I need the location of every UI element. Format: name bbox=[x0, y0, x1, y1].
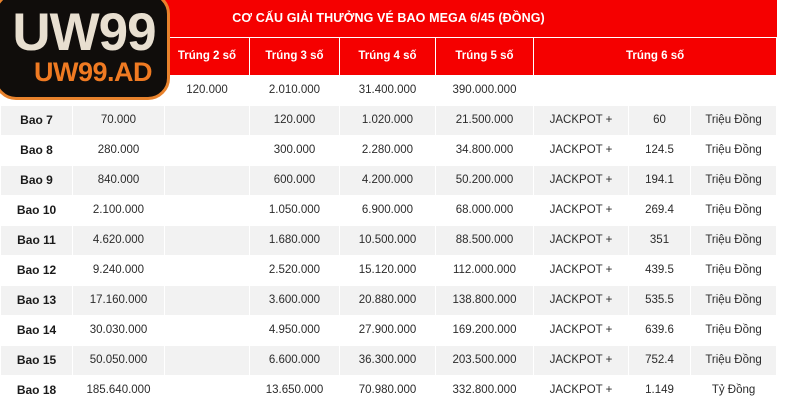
page-title: CƠ CẤU GIẢI THƯỞNG VÉ BAO MEGA 6/45 (ĐỒNG) bbox=[1, 0, 777, 37]
cell-trung-4-so: 36.300.000 bbox=[340, 345, 436, 375]
row-label: Bao 11 bbox=[1, 225, 73, 255]
cell-jackpot-unit: Triệu Đồng bbox=[691, 165, 777, 195]
cell-trung-3-so: 3.600.000 bbox=[250, 285, 340, 315]
cell-trung-3-so: 600.000 bbox=[250, 165, 340, 195]
cell-trung-2-so bbox=[165, 285, 250, 315]
cell-jackpot-unit: Triệu Đồng bbox=[691, 255, 777, 285]
cell-jackpot bbox=[534, 75, 629, 105]
cell-trung-4-so: 6.900.000 bbox=[340, 195, 436, 225]
cell-trung-2-so bbox=[165, 195, 250, 225]
cell-trung-5-so: 68.000.000 bbox=[436, 195, 534, 225]
cell-jackpot-amount: 124.5 bbox=[629, 135, 691, 165]
cell-jackpot-unit: Triệu Đồng bbox=[691, 345, 777, 375]
cell-trung-4-so: 27.900.000 bbox=[340, 315, 436, 345]
cell-col-b: 17.160.000 bbox=[73, 285, 165, 315]
table-row bbox=[1, 165, 777, 195]
column-header-trung-2-so: Trúng 2 số bbox=[165, 37, 250, 75]
column-header-trung-6-so: Trúng 6 số bbox=[534, 37, 777, 75]
cell-jackpot: JACKPOT + bbox=[534, 345, 629, 375]
row-label: Bao 18 bbox=[1, 375, 73, 400]
cell-col-b: 4.620.000 bbox=[73, 225, 165, 255]
row-label: Bao 13 bbox=[1, 285, 73, 315]
cell-jackpot: JACKPOT + bbox=[534, 105, 629, 135]
cell-trung-3-so: 120.000 bbox=[250, 105, 340, 135]
cell-trung-5-so: 21.500.000 bbox=[436, 105, 534, 135]
row-label: Bao 9 bbox=[1, 165, 73, 195]
table-row bbox=[1, 345, 777, 375]
row-label: Bao 8 bbox=[1, 135, 73, 165]
cell-jackpot-unit: Triệu Đồng bbox=[691, 195, 777, 225]
cell-jackpot: JACKPOT + bbox=[534, 375, 629, 400]
logo-brand-text: UW99 bbox=[12, 2, 156, 62]
cell-trung-2-so bbox=[165, 135, 250, 165]
cell-jackpot-amount: 351 bbox=[629, 225, 691, 255]
cell-trung-4-so: 70.980.000 bbox=[340, 375, 436, 400]
cell-trung-2-so: 120.000 bbox=[165, 75, 250, 105]
cell-trung-4-so: 15.120.000 bbox=[340, 255, 436, 285]
table-row bbox=[1, 195, 777, 225]
cell-trung-5-so: 332.800.000 bbox=[436, 375, 534, 400]
cell-trung-5-so: 88.500.000 bbox=[436, 225, 534, 255]
cell-jackpot: JACKPOT + bbox=[534, 315, 629, 345]
cell-jackpot: JACKPOT + bbox=[534, 135, 629, 165]
cell-trung-2-so bbox=[165, 165, 250, 195]
cell-trung-4-so: 2.280.000 bbox=[340, 135, 436, 165]
cell-trung-2-so bbox=[165, 225, 250, 255]
column-header-trung-4-so: Trúng 4 số bbox=[340, 37, 436, 75]
cell-jackpot-amount: 269.4 bbox=[629, 195, 691, 225]
cell-trung-5-so: 112.000.000 bbox=[436, 255, 534, 285]
cell-jackpot-amount: 535.5 bbox=[629, 285, 691, 315]
cell-trung-2-so bbox=[165, 255, 250, 285]
column-header-trung-5-so: Trúng 5 số bbox=[436, 37, 534, 75]
cell-trung-3-so: 1.680.000 bbox=[250, 225, 340, 255]
cell-trung-4-so: 1.020.000 bbox=[340, 105, 436, 135]
table-row bbox=[1, 135, 777, 165]
row-label: Bao 12 bbox=[1, 255, 73, 285]
cell-col-b: 50.050.000 bbox=[73, 345, 165, 375]
cell-trung-4-so: 10.500.000 bbox=[340, 225, 436, 255]
table-row bbox=[1, 375, 777, 400]
cell-jackpot-unit: Triệu Đồng bbox=[691, 315, 777, 345]
cell-trung-2-so bbox=[165, 375, 250, 400]
cell-jackpot-unit: Triệu Đồng bbox=[691, 105, 777, 135]
cell-col-b: 840.000 bbox=[73, 165, 165, 195]
uw99-logo[interactable] bbox=[0, 0, 170, 100]
cell-trung-4-so: 31.400.000 bbox=[340, 75, 436, 105]
cell-trung-5-so: 34.800.000 bbox=[436, 135, 534, 165]
cell-trung-4-so: 20.880.000 bbox=[340, 285, 436, 315]
cell-trung-5-so: 50.200.000 bbox=[436, 165, 534, 195]
cell-trung-2-so bbox=[165, 105, 250, 135]
cell-trung-3-so: 1.050.000 bbox=[250, 195, 340, 225]
cell-jackpot-amount: 194.1 bbox=[629, 165, 691, 195]
cell-col-b: 2.100.000 bbox=[73, 195, 165, 225]
cell-trung-5-so: 138.800.000 bbox=[436, 285, 534, 315]
cell-trung-3-so: 4.950.000 bbox=[250, 315, 340, 345]
cell-jackpot: JACKPOT + bbox=[534, 165, 629, 195]
cell-trung-4-so: 4.200.000 bbox=[340, 165, 436, 195]
cell-jackpot-amount: 752.4 bbox=[629, 345, 691, 375]
cell-trung-5-so: 203.500.000 bbox=[436, 345, 534, 375]
cell-trung-5-so: 390.000.000 bbox=[436, 75, 534, 105]
cell-jackpot: JACKPOT + bbox=[534, 195, 629, 225]
table-row bbox=[1, 315, 777, 345]
cell-jackpot-unit bbox=[691, 75, 777, 105]
cell-jackpot-unit: Tỷ Đồng bbox=[691, 375, 777, 400]
cell-trung-5-so: 169.200.000 bbox=[436, 315, 534, 345]
row-label: Bao 15 bbox=[1, 345, 73, 375]
cell-jackpot-unit: Triệu Đồng bbox=[691, 135, 777, 165]
cell-trung-3-so: 2.010.000 bbox=[250, 75, 340, 105]
cell-jackpot-unit: Triệu Đồng bbox=[691, 285, 777, 315]
cell-jackpot: JACKPOT + bbox=[534, 225, 629, 255]
cell-col-b: 185.640.000 bbox=[73, 375, 165, 400]
column-header-trung-3-so: Trúng 3 số bbox=[250, 37, 340, 75]
cell-trung-2-so bbox=[165, 345, 250, 375]
cell-trung-3-so: 2.520.000 bbox=[250, 255, 340, 285]
table-row bbox=[1, 225, 777, 255]
row-label: Bao 10 bbox=[1, 195, 73, 225]
cell-col-b: 30.030.000 bbox=[73, 315, 165, 345]
table-row bbox=[1, 105, 777, 135]
table-body bbox=[1, 75, 777, 400]
cell-trung-3-so: 6.600.000 bbox=[250, 345, 340, 375]
logo-domain-text: UW99.AD bbox=[33, 57, 152, 88]
row-label: Bao 7 bbox=[1, 105, 73, 135]
cell-trung-3-so: 13.650.000 bbox=[250, 375, 340, 400]
cell-jackpot-amount: 439.5 bbox=[629, 255, 691, 285]
table-row bbox=[1, 285, 777, 315]
cell-jackpot-amount: 639.6 bbox=[629, 315, 691, 345]
table-row bbox=[1, 255, 777, 285]
cell-jackpot-amount: 60 bbox=[629, 105, 691, 135]
cell-col-b: 280.000 bbox=[73, 135, 165, 165]
cell-jackpot-amount bbox=[629, 75, 691, 105]
cell-col-b: 9.240.000 bbox=[73, 255, 165, 285]
cell-jackpot: JACKPOT + bbox=[534, 255, 629, 285]
cell-jackpot-unit: Triệu Đồng bbox=[691, 225, 777, 255]
row-label: Bao 14 bbox=[1, 315, 73, 345]
cell-jackpot: JACKPOT + bbox=[534, 285, 629, 315]
cell-col-b: 70.000 bbox=[73, 105, 165, 135]
cell-trung-3-so: 300.000 bbox=[250, 135, 340, 165]
cell-jackpot-amount: 1.149 bbox=[629, 375, 691, 400]
cell-trung-2-so bbox=[165, 315, 250, 345]
